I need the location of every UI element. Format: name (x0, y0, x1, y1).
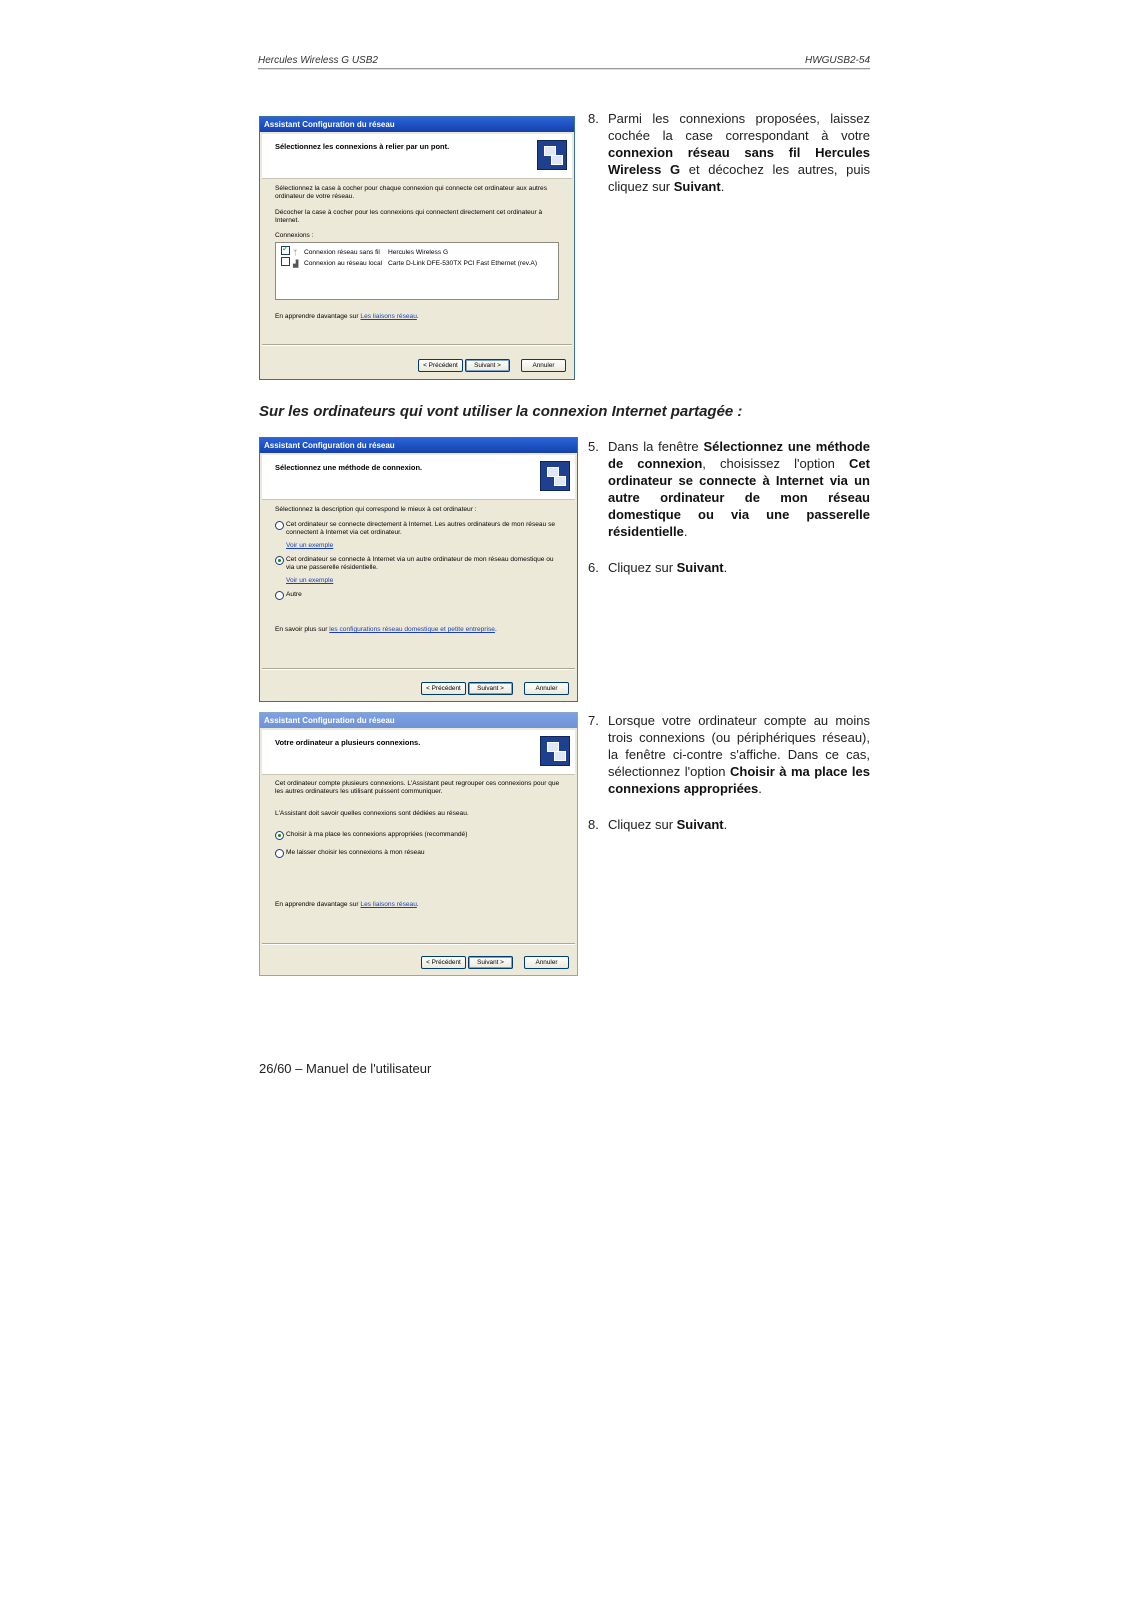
network-wizard-icon (540, 461, 570, 491)
instruction-step (588, 559, 870, 576)
header-rule (258, 68, 870, 70)
dialog-heading: Sélectionnez une méthode de connexion. (275, 463, 423, 472)
step-text: Lorsque votre ordinateur compte au moins trois connexions (ou périphériques réseau), la fenêtre ci-contre s'affiche. Dans ce cas, sélectionnez l'option (608, 713, 870, 779)
dialog-title-bar: Assistant Configuration du réseau (260, 438, 577, 453)
page-header (258, 55, 870, 66)
checkbox-checked-icon[interactable] (281, 246, 290, 255)
option-other[interactable] (275, 591, 562, 599)
instruction-step (588, 712, 870, 797)
dialog-connection-method (259, 437, 578, 702)
dialog-text: L'Assistant doit savoir quelles connexions sont dédiées au réseau. (275, 810, 469, 817)
step-text: Cliquez sur (608, 817, 677, 832)
network-wizard-icon (540, 736, 570, 766)
step-emphasis: Suivant (676, 560, 724, 575)
header-model: HWGUSB2-54 (804, 55, 870, 66)
section-title: Sur les ordinateurs qui vont utiliser la connexion Internet partagée : (259, 403, 743, 420)
dialog-text: Sélectionnez la case à cocher pour chaque connexion qui connecte cet ordinateur aux autres ordinateur de votre réseau. (275, 185, 547, 200)
back-button[interactable]: < Précédent (421, 956, 466, 969)
option-auto-choose[interactable] (275, 831, 562, 839)
dialog-text: Décocher la case à cocher pour les connexions qui connectent directement cet ordinateur à Internet. (275, 209, 543, 224)
step-text: Dans la fenêtre (608, 439, 704, 454)
learn-more-suffix: . (416, 901, 419, 908)
step-text: . (723, 560, 728, 575)
option-manual-choose-label: Me laisser choisir les connexions à mon réseau (286, 849, 425, 856)
step-text: et décochez les autres, puis cliquez sur (608, 162, 870, 194)
connection-device: Carte D-Link DFE-530TX PCI Fast Ethernet (rev.A) (388, 260, 538, 267)
cancel-button[interactable]: Annuler (521, 359, 566, 372)
header-product: Hercules Wireless G USB2 (258, 55, 378, 66)
learn-more-text (275, 901, 562, 909)
step-emphasis: Suivant (676, 817, 724, 832)
step-number: 8. (588, 817, 599, 832)
step-number: 8. (588, 111, 599, 126)
antenna-icon: ᛉ (293, 250, 298, 257)
learn-more-prefix: En apprendre davantage sur (275, 901, 361, 908)
step-text: Cliquez sur (608, 560, 677, 575)
learn-more-link[interactable]: Les liaisons réseau (360, 313, 417, 320)
step-text: . (720, 179, 725, 194)
dialog-multiple-connections (259, 712, 578, 976)
example-link[interactable]: Voir un exemple (286, 577, 334, 584)
network-wizard-icon (537, 140, 567, 170)
dialog-banner (262, 730, 575, 775)
steps-group-1 (588, 110, 870, 214)
radio-icon[interactable] (275, 521, 284, 530)
learn-more-link[interactable]: Les liaisons réseau (360, 901, 417, 908)
next-button[interactable]: Suivant > (465, 359, 510, 372)
dialog-title-bar: Assistant Configuration du réseau (260, 713, 577, 728)
step-text: , choisissez l'option (702, 456, 850, 471)
radio-icon[interactable] (275, 591, 284, 600)
radio-icon[interactable] (275, 849, 284, 858)
dialog-separator (262, 668, 575, 670)
next-button[interactable]: Suivant > (468, 956, 513, 969)
learn-more-suffix: . (494, 626, 497, 633)
dialog-heading: Sélectionnez les connexions à relier par un pont. (275, 142, 450, 151)
step-emphasis: Sélectionnez une méthode de connexion (608, 439, 870, 471)
dialog-bridge-connections (259, 116, 575, 380)
dialog-heading: Votre ordinateur a plusieurs connexions. (275, 738, 421, 747)
step-emphasis: Suivant (673, 179, 721, 194)
connection-name: Connexion au réseau local (304, 260, 383, 267)
dialog-separator (262, 344, 572, 346)
option-auto-choose-label: Choisir à ma place les connexions appropriées (recommandé) (286, 831, 468, 838)
option-via-other-computer[interactable] (275, 556, 562, 572)
instruction-step (588, 816, 870, 833)
dialog-text: Cet ordinateur compte plusieurs connexions. L'Assistant peut regrouper ces connexions pour que les autres ordinateurs les utilisant puissent communiquer. (275, 780, 560, 795)
option-direct[interactable] (275, 521, 562, 537)
lan-icon: ▟ (293, 261, 299, 268)
instruction-step (588, 110, 870, 195)
step-emphasis: connexion réseau sans fil Hercules Wireless G (608, 145, 870, 177)
cancel-button[interactable]: Annuler (524, 956, 569, 969)
connection-name: Connexion réseau sans fil (304, 249, 380, 256)
dialog-banner (262, 134, 572, 179)
option-via-other-computer-label: Cet ordinateur se connecte à Internet via un autre ordinateur de mon réseau domestique ou via une passerelle résidentielle. (286, 556, 554, 571)
step-text: . (758, 781, 762, 796)
radio-selected-icon[interactable] (275, 831, 284, 840)
step-number: 5. (588, 439, 599, 454)
step-text: . (723, 817, 728, 832)
step-number: 7. (588, 713, 599, 728)
connections-label: Connexions : (275, 232, 314, 239)
radio-selected-icon[interactable] (275, 556, 284, 565)
back-button[interactable]: < Précédent (421, 682, 466, 695)
learn-more-text (275, 313, 559, 321)
option-direct-label: Cet ordinateur se connecte directement à Internet. Les autres ordinateurs de mon réseau se connectent à Internet via cet ordinateur. (286, 521, 556, 536)
page-footer: 26/60 – Manuel de l'utilisateur (259, 1061, 432, 1076)
step-text: Parmi les connexions proposées, laissez cochée la case correspondant à votre (608, 111, 870, 143)
learn-more-suffix: . (416, 313, 419, 320)
dialog-separator (262, 943, 575, 945)
checkbox-icon[interactable] (281, 257, 290, 266)
step-text: . (683, 524, 688, 539)
steps-group-3 (588, 712, 870, 852)
connection-row[interactable] (281, 257, 537, 268)
back-button[interactable]: < Précédent (418, 359, 463, 372)
dialog-text: Sélectionnez la description qui correspond le mieux à cet ordinateur : (275, 506, 477, 513)
connection-device: Hercules Wireless G (388, 249, 449, 256)
step-emphasis: Cet ordinateur se connecte à Internet via un autre ordinateur de mon réseau domestique ou via une passerelle résidentielle (608, 456, 870, 539)
example-link[interactable]: Voir un exemple (286, 542, 334, 549)
option-other-label: Autre (286, 591, 302, 598)
learn-more-text (275, 626, 562, 634)
steps-group-2 (588, 438, 870, 595)
instruction-step (588, 438, 870, 540)
dialog-banner (262, 455, 575, 500)
cancel-button[interactable]: Annuler (524, 682, 569, 695)
connections-list (275, 242, 559, 300)
step-emphasis: Choisir à ma place les connexions appropriées (608, 764, 870, 796)
connection-row[interactable] (281, 246, 448, 257)
learn-more-prefix: En savoir plus sur (275, 626, 330, 633)
option-manual-choose[interactable] (275, 849, 562, 857)
next-button[interactable]: Suivant > (468, 682, 513, 695)
learn-more-prefix: En apprendre davantage sur (275, 313, 361, 320)
step-number: 6. (588, 560, 599, 575)
dialog-title-bar: Assistant Configuration du réseau (260, 117, 574, 132)
learn-more-link[interactable]: les configurations réseau domestique et petite entreprise (329, 626, 495, 633)
